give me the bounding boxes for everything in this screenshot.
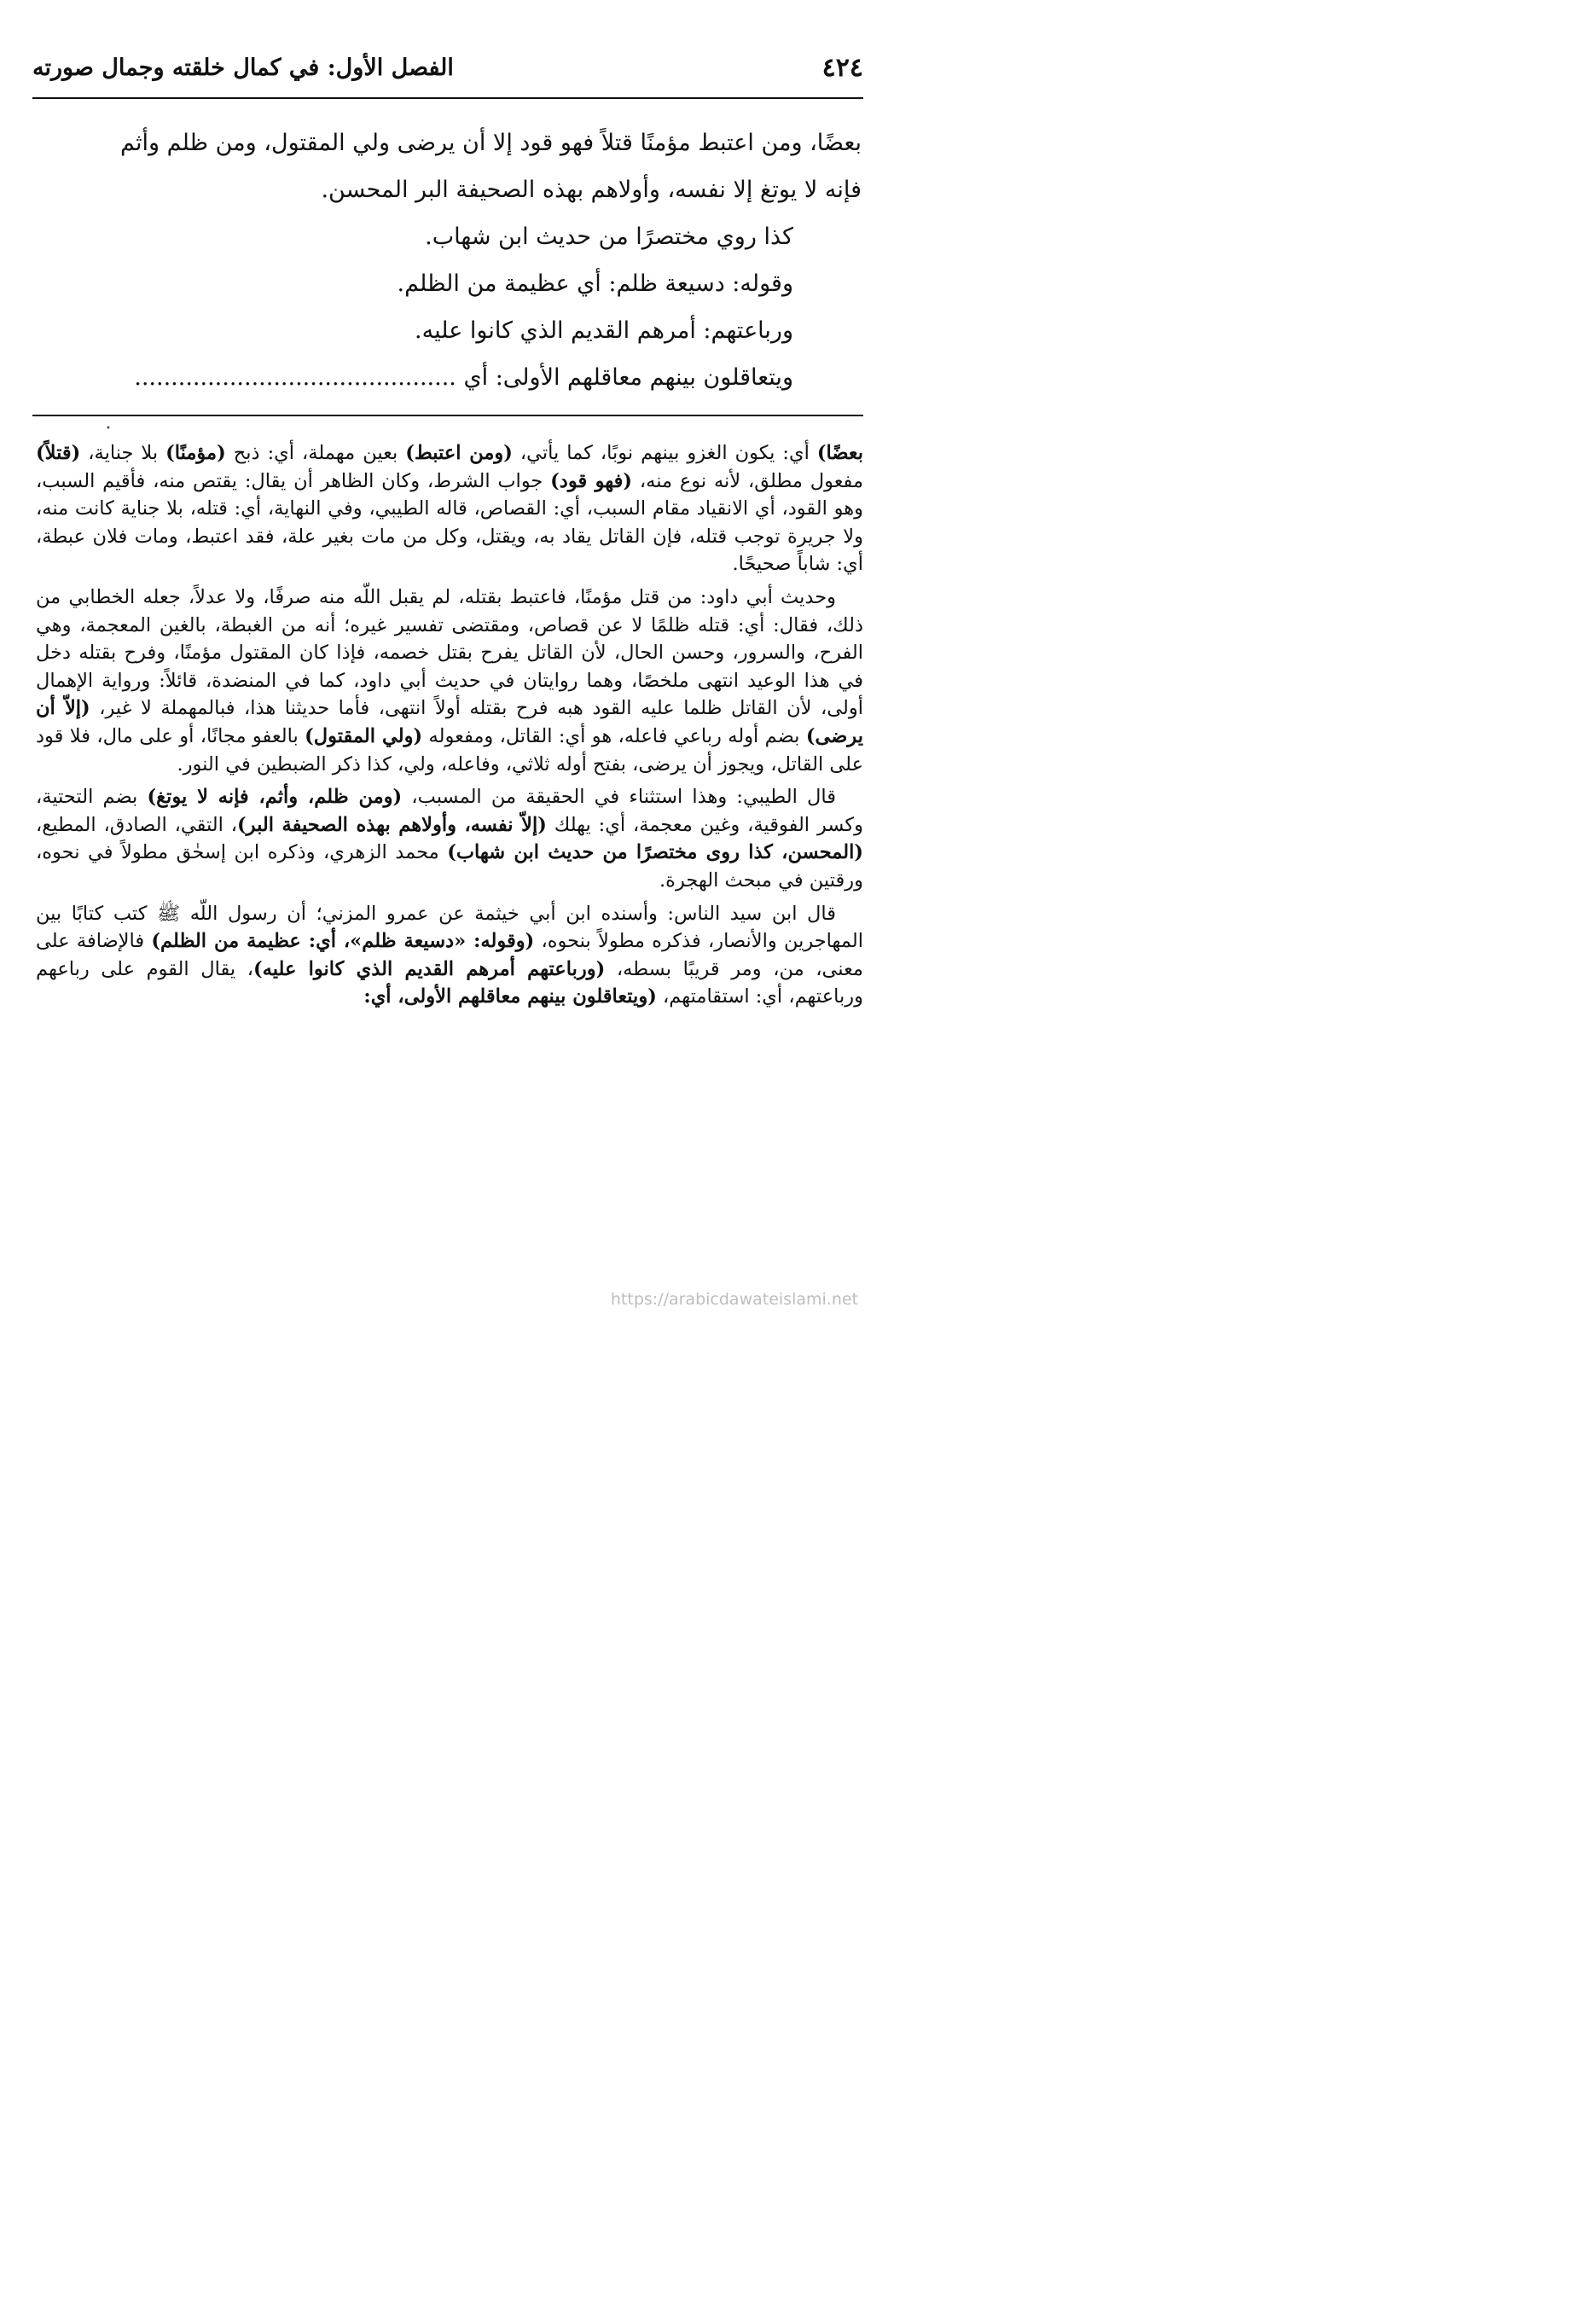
main-line: وقوله: دسيعة ظلم: أي عظيمة من الظلم. xyxy=(397,270,793,297)
commentary-text: مفعول مطلق، لأنه نوع منه، xyxy=(632,469,863,492)
commentary-text: بعين مهملة، أي: ذبح xyxy=(225,442,406,464)
quoted-phrase: (فهو قود) xyxy=(550,469,633,492)
quoted-phrase: (إلاّ نفسه، وأولاهم بهذه الصحيفة البر) xyxy=(237,813,547,836)
commentary-text: بضم التحتية، وكسر الفوقية، وغين معجمة، أي: يهلك xyxy=(36,786,864,836)
page-header xyxy=(32,49,863,92)
commentary-paragraph xyxy=(36,783,863,894)
running-title: الفصل الأول: في كمال خلقته وجمال صورته xyxy=(32,55,454,81)
commentary-text: قال ابن سيد الناس: وأسنده ابن أبي خيثمة عن عمرو المزني؛ أن رسول اللّه ﷺ كتب كتابًا بين المهاجرين والأنصار، فذكره مطولاً بنحوه، xyxy=(36,902,864,953)
commentary-text: فالإضافة على معنى، من، ومر قريبًا بسطه، xyxy=(36,930,863,980)
quoted-phrase: (ومن اعتبط) xyxy=(405,442,513,464)
quoted-phrase: (ولي المقتول) xyxy=(305,724,423,747)
main-line: ورباعتهم: أمرهم القديم الذي كانوا عليه. xyxy=(415,317,793,344)
commentary-text: محمد الزهري، وذكره ابن إسحٰق مطولاً في نحوه، ورقتين في مبحث الهجرة. xyxy=(36,841,863,892)
commentary-paragraph xyxy=(36,584,863,778)
quoted-phrase: (مؤمنًا) xyxy=(165,442,226,464)
commentary-text: أي: يكون الغزو بينهم نوبًا، كما يأتي، xyxy=(512,442,817,464)
commentary-text: قال الطيبي: وهذا استثناء في الحقيقة من المسبب، xyxy=(402,786,836,809)
commentary-text: وحديث أبي داود: من قتل مؤمنًا، فاعتبط بقتله، لم يقبل اللّه منه صرفًا، ولا عدلاً، جعله الخطابي من ذلك، فقال: أي: قتله ظلمًا لا عن قصاص، ومقتضى تفسير غيره؛ أنه من الغبطة، بالغين المعجمة، وهي الفرح، والسرور، وحسن الحال، لأن القاتل يفرح بقتل خصمه، فإذا كان المقتول مؤمنًا، وفرح بقتله دخل في هذا الوعيد انتهى ملخصًا، وهما روايتان في حديث أبي داود، كما في المنضدة، قائلاً: ورواية الإهمال أولى، لأن القاتل ظلما عليه القود هبه فرح بقتله أولاً انتهى، فأما حديثنا هذا، فبالمهملة لا غير، xyxy=(36,585,863,720)
main-line: بعضًا، ومن اعتبط مؤمنًا قتلاً فهو قود إلا أن يرضى ولي المقتول، ومن ظلم وأثم xyxy=(120,130,862,156)
quoted-phrase: (قتلاً) xyxy=(36,442,81,464)
ellipsis-dots: ............................................ xyxy=(134,364,456,391)
watermark-url: https://arabicdawateislami.net xyxy=(610,1290,858,1309)
main-line: كذا روي مختصرًا من حديث ابن شهاب. xyxy=(425,224,793,250)
quoted-phrase: (وقوله: «دسيعة ظلم»، أي: عظيمة من الظلم) xyxy=(151,930,535,953)
quoted-phrase: (المحسن، كذا روى مختصرًا من حديث ابن شهاب) xyxy=(447,841,863,864)
commentary-text: بلا جناية، xyxy=(80,442,166,464)
main-text-block xyxy=(43,119,862,401)
quoted-phrase: بعضًا) xyxy=(816,442,863,464)
print-speck: • xyxy=(106,424,111,433)
commentary-text: جواب الشرط، وكان الظاهر أن يقال: يقتص منه، فأقيم السبب، وهو القود، أي الانقياد مقام السبب، أي: القصاص، قاله الطيبي، وفي النهاية، أي: قتله، بلا جناية كانت منه، ولا جريرة توجب قتله، فإن القاتل يقاد به، ويقتل، وكل من مات بغير علة، فقد اعتبط، ومات فلان عبطة، أي: شاباً صحيحًا. xyxy=(36,469,863,576)
text-commentary-divider xyxy=(32,415,863,416)
commentary-paragraph xyxy=(36,439,863,578)
quoted-phrase: (ومن ظلم، وأثم، فإنه لا يوتغ) xyxy=(147,786,403,809)
main-line xyxy=(43,354,862,401)
main-line-text: ويتعاقلون بينهم معاقلهم الأولى: أي xyxy=(463,364,793,391)
commentary-text: ، يقال القوم على رباعهم ورباعتهم، أي: استقامتهم، xyxy=(36,957,863,1008)
quoted-phrase: (ورباعتهم أمرهم القديم الذي كانوا عليه) xyxy=(253,957,606,980)
quoted-phrase: (ويتعاقلون بينهم معاقلهم الأولى، أي: xyxy=(363,985,657,1008)
commentary-text: بالعفو مجانًا، أو على مال، فلا قود على القاتل، ويجوز أن يرضى، بفتح أوله ثلاثي، وفاعله، ولي، كذا ذكر الضبطين في النور. xyxy=(36,724,863,776)
book-page xyxy=(0,0,896,1324)
main-line: فإنه لا يوتغ إلا نفسه، وأولاهم بهذه الصحيفة البر المحسن. xyxy=(321,177,862,203)
commentary-block xyxy=(36,439,863,1016)
commentary-text: بضم أوله رباعي فاعله، هو أي: القاتل، ومفعوله xyxy=(422,724,806,747)
quoted-phrase: (إلاّ أن يرضى) xyxy=(36,697,863,747)
commentary-text: ، التقي، الصادق، المطيع، xyxy=(36,813,238,836)
commentary-paragraph xyxy=(36,900,863,1011)
page-number: ٤٢٤ xyxy=(821,53,863,83)
header-divider xyxy=(32,97,863,99)
